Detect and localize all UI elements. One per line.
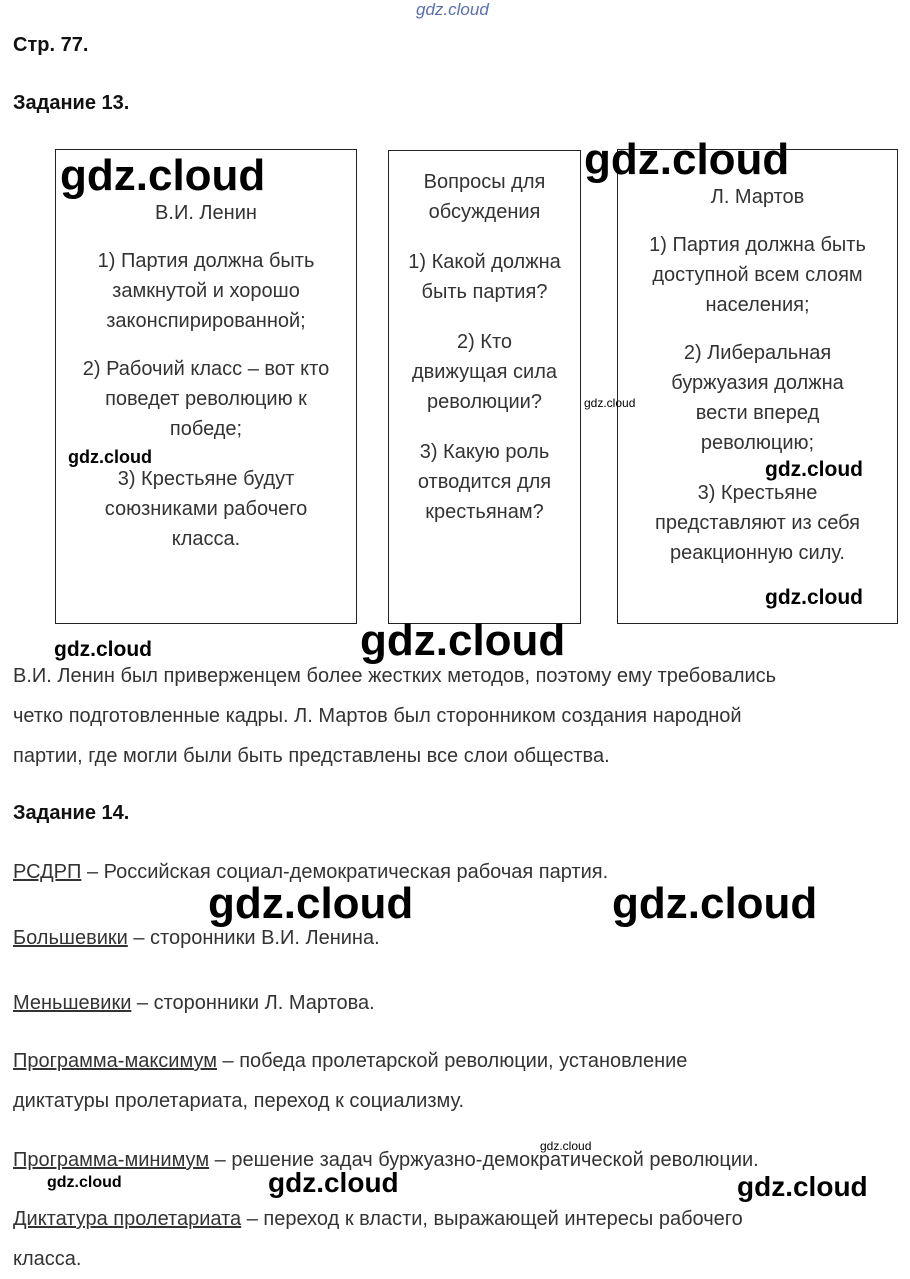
term-program-max: Программа-максимум [13,1050,217,1072]
question-1: 1) Какой должна быть партия? [408,251,561,303]
def-dictatorship: – переход к власти, выражающей интересы рабочего [241,1208,743,1230]
watermark-10: gdz.cloud [612,879,818,928]
questions-title: Вопросы для обсуждения [423,171,546,223]
task13-heading: Задание 13. [13,92,130,114]
conclusion-line-3: партии, где могли были быть представлены все слои общества. [13,745,610,767]
martov-name: Л. Мартов [710,186,805,208]
term-row [13,983,375,1023]
task14-heading: Задание 14. [13,802,130,824]
lenin-item-2: 2) Рабочий класс – вот кто поведет революцию к победе; [82,358,330,440]
martov-item-1: 1) Партия должна быть доступной всем слоям населения; [649,234,866,316]
term-mensheviks: Меньшевики [13,992,132,1014]
conclusion-line-1: В.И. Ленин был приверженцем более жестких методов, поэтому ему требовались [13,665,777,687]
watermark-6: gdz.cloud [765,586,863,609]
term-program-min: Программа-минимум [13,1149,210,1171]
def-program-min: – решение задач буржуазно-демократической революции. [209,1149,759,1171]
watermark-11: gdz.cloud [540,1139,592,1153]
watermark-3: gdz.cloud [68,447,152,467]
watermark-5: gdz.cloud [765,458,863,481]
def-program-max: – победа пролетарской революции, установление [216,1050,688,1072]
lenin-box [55,149,357,624]
def-program-max-cont: диктатуры пролетариата, переход к социализму. [13,1090,465,1112]
term-row [13,1041,687,1121]
task13-conclusion [13,656,903,776]
term-dictatorship: Диктатура пролетариата [13,1208,242,1230]
def-dictatorship-cont: класса. [13,1248,82,1270]
watermark-12: gdz.cloud [47,1174,122,1191]
term-rsdrp: РСДРП [13,861,82,883]
martov-item-3: 3) Крестьяне представляют из себя реакционную силу. [655,482,860,564]
question-2: 2) Кто движущая сила революции? [412,331,557,413]
lenin-name: В.И. Ленин [155,202,257,224]
martov-item-2: 2) Либеральная буржуазия должна вести вперед революцию; [671,342,844,454]
watermark-13: gdz.cloud [268,1167,399,1198]
term-bolsheviks: Большевики [13,927,128,949]
watermark-9: gdz.cloud [208,879,414,928]
term-row [13,1199,743,1279]
lenin-item-3: 3) Крестьяне будут союзниками рабочего класса. [104,468,308,550]
watermark-2: gdz.cloud [584,135,790,184]
watermark-8: gdz.cloud [360,616,566,665]
watermark-top: gdz.cloud [416,0,489,19]
watermark-4: gdz.cloud [584,396,636,410]
def-rsdrp: – Российская социал-демократическая рабочая партия. [81,861,609,883]
watermark-14: gdz.cloud [737,1171,868,1202]
conclusion-line-2: четко подготовленные кадры. Л. Мартов был сторонником создания народной [13,705,742,727]
question-3: 3) Какую роль отводится для крестьянам? [417,441,552,523]
martov-box [617,149,898,624]
watermark-7: gdz.cloud [54,638,152,661]
watermark-1: gdz.cloud [60,151,266,200]
def-mensheviks: – сторонники Л. Мартова. [131,992,375,1014]
lenin-item-1: 1) Партия должна быть замкнутой и хорошо законспирированной; [97,250,315,332]
def-bolsheviks: – сторонники В.И. Ленина. [127,927,380,949]
page-label: Стр. 77. [13,34,89,56]
questions-box [388,150,581,624]
